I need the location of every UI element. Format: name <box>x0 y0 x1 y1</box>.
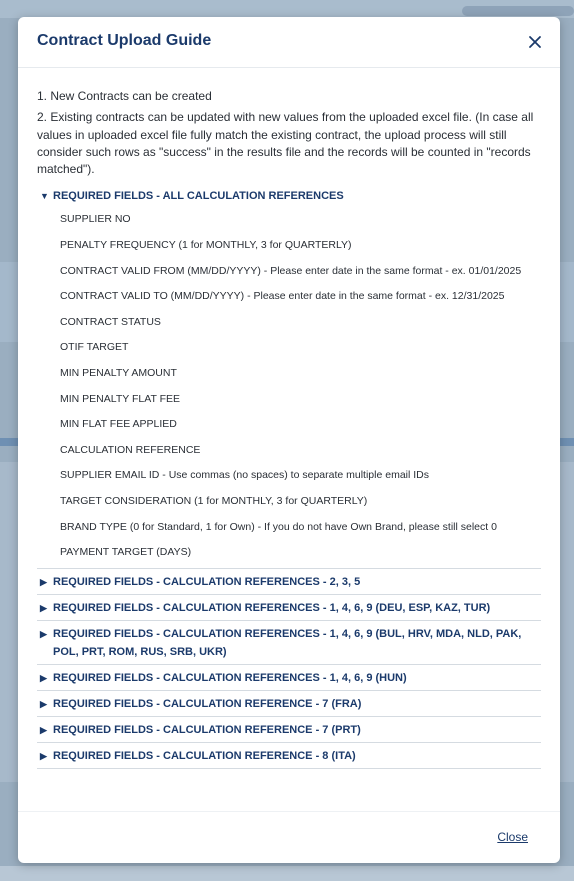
section-title: REQUIRED FIELDS - CALCULATION REFERENCES - 1, 4, 6, 9 (HUN) <box>53 672 407 685</box>
modal-title: Contract Upload Guide <box>37 32 212 49</box>
section-title: REQUIRED FIELDS - ALL CALCULATION REFERENCES <box>53 190 344 203</box>
backdrop-pill <box>462 6 574 16</box>
caret-right-icon: ▶ <box>40 629 47 640</box>
required-field-item: PAYMENT TARGET (DAYS) <box>60 546 192 559</box>
modal-body <box>18 68 560 769</box>
section-toggle[interactable] <box>37 695 541 713</box>
required-field-item: SUPPLIER EMAIL ID - Use commas (no spaces) to separate multiple email IDs <box>60 469 429 482</box>
caret-right-icon: ▶ <box>40 751 47 762</box>
collapsed-sections <box>37 568 541 769</box>
intro-text <box>37 88 541 178</box>
contract-upload-guide-modal <box>18 17 560 863</box>
required-field-list <box>37 211 541 561</box>
caret-right-icon: ▶ <box>40 725 47 736</box>
collapsed-section[interactable] <box>37 664 541 690</box>
section-toggle[interactable] <box>37 573 541 591</box>
required-field-item: SUPPLIER NO <box>60 213 131 226</box>
section-title: REQUIRED FIELDS - CALCULATION REFERENCES - 1, 4, 6, 9 (DEU, ESP, KAZ, TUR) <box>53 602 491 615</box>
collapsed-section[interactable] <box>37 716 541 742</box>
required-field-item: CALCULATION REFERENCE <box>60 443 201 456</box>
close-button[interactable]: Close <box>497 830 528 844</box>
section-title: REQUIRED FIELDS - CALCULATION REFERENCES - 2, 3, 5 <box>53 576 361 589</box>
intro-line: 2. Existing contracts can be updated with new values from the uploaded excel file. (In case all values in uploaded excel file fully match the existing contract, the upload process will still consider such rows as "success" in the results file and the records will be counted in "records matched"). <box>37 110 534 177</box>
intro-line: 1. New Contracts can be created <box>37 89 212 103</box>
section-toggle[interactable] <box>37 669 541 687</box>
section-toggle[interactable] <box>37 747 541 765</box>
collapsed-section[interactable] <box>37 594 541 620</box>
modal-footer <box>18 811 560 863</box>
collapsed-section[interactable] <box>37 568 541 594</box>
required-field-item: MIN PENALTY AMOUNT <box>60 367 177 380</box>
collapsed-section[interactable] <box>37 742 541 769</box>
required-field-item: CONTRACT VALID FROM (MM/DD/YYYY) - Please enter date in the same format - ex. 01/01/2025 <box>60 264 522 277</box>
section-all-calculation-references <box>37 187 541 561</box>
section-title: REQUIRED FIELDS - CALCULATION REFERENCE - 8 (ITA) <box>53 750 356 763</box>
section-toggle[interactable] <box>37 721 541 739</box>
required-field-item: PENALTY FREQUENCY (1 for MONTHLY, 3 for QUARTERLY) <box>60 239 352 252</box>
required-field-item: CONTRACT STATUS <box>60 315 161 328</box>
section-title: REQUIRED FIELDS - CALCULATION REFERENCES - 1, 4, 6, 9 (BUL, HRV, MDA, NLD, PAK, POL, PRT, ROM, RUS, SRB, UKR) <box>53 628 522 659</box>
caret-right-icon: ▶ <box>40 603 47 614</box>
required-field-item: OTIF TARGET <box>60 341 129 354</box>
caret-down-icon: ▼ <box>40 191 49 202</box>
required-field-item: TARGET CONSIDERATION (1 for MONTHLY, 3 for QUARTERLY) <box>60 495 368 508</box>
section-toggle[interactable] <box>37 187 541 205</box>
section-toggle[interactable] <box>37 599 541 617</box>
section-title: REQUIRED FIELDS - CALCULATION REFERENCE - 7 (PRT) <box>53 724 361 737</box>
required-field-item: MIN PENALTY FLAT FEE <box>60 392 181 405</box>
close-icon[interactable] <box>524 31 546 53</box>
required-field-item: CONTRACT VALID TO (MM/DD/YYYY) - Please enter date in the same format - ex. 12/31/2025 <box>60 290 505 303</box>
caret-right-icon: ▶ <box>40 577 47 588</box>
backdrop-bottom <box>0 866 574 881</box>
collapsed-section[interactable] <box>37 690 541 716</box>
section-toggle[interactable] <box>37 625 541 661</box>
required-field-item: MIN FLAT FEE APPLIED <box>60 418 177 431</box>
required-field-item: BRAND TYPE (0 for Standard, 1 for Own) - If you do not have Own Brand, please still select 0 <box>60 520 497 533</box>
caret-right-icon: ▶ <box>40 673 47 684</box>
modal-header <box>18 17 560 68</box>
caret-right-icon: ▶ <box>40 699 47 710</box>
section-title: REQUIRED FIELDS - CALCULATION REFERENCE - 7 (FRA) <box>53 698 362 711</box>
collapsed-section[interactable] <box>37 620 541 664</box>
